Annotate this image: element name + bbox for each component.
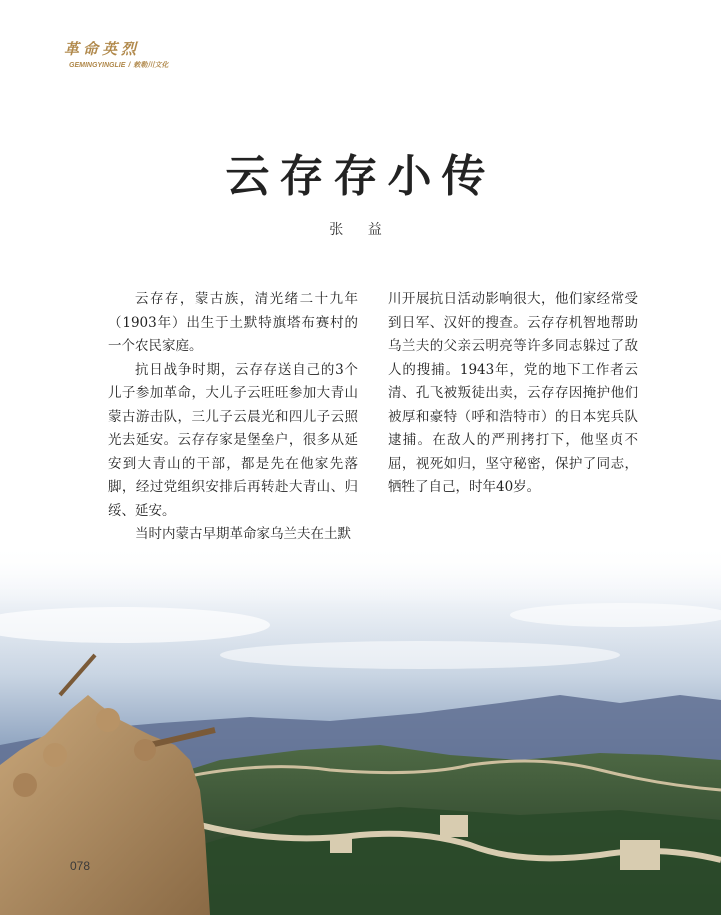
text-column-right [388, 288, 638, 500]
column-title-pinyin: GEMINGYINGLIE [69, 62, 126, 69]
great-wall-landscape-image [0, 545, 721, 915]
paragraph: 抗日战争时期，云存存送自己的3个儿子参加革命，大儿子云旺旺参加大青山蒙古游击队，三儿子云晨光和四儿子云照光去延安。云存存家是堡垒户，很多从延安到大青山的干部，都是先在他家先落脚，经过党组织安排后再转赴大青山、归绥、延安。 [108, 361, 358, 519]
page-number: 078 [70, 859, 91, 873]
text-column-left [108, 288, 358, 547]
column-header [64, 38, 169, 69]
section-name: 敕勒川文化 [133, 62, 169, 69]
article-author: 张 益 [329, 222, 392, 238]
paragraph: 云存存，蒙古族，清光绪二十九年（1903年）出生于土默特旗塔布赛村的一个农民家庭。 [108, 291, 358, 354]
paragraph: 当时内蒙古早期革命家乌兰夫在土默 [135, 526, 351, 542]
header-separator: / [128, 62, 131, 69]
article-title: 云存存小传 [225, 151, 496, 202]
column-subtitle [69, 60, 168, 70]
column-title: 革命英烈 [64, 40, 141, 58]
paragraph: 川开展抗日活动影响很大，他们家经常受到日军、汉奸的搜查。云存存机智地帮助乌兰夫的父亲云明亮等许多同志躲过了敌人的搜捕。1943年，党的地下工作者云清、孔飞被叛徒出卖，云存存因掩护他们被厚和豪特（呼和浩特市）的日本宪兵队逮捕。在敌人的严刑拷打下，他坚贞不屈，视死如归，坚守秘密，保护了同志，牺牲了自己，时年40岁。 [388, 291, 638, 495]
